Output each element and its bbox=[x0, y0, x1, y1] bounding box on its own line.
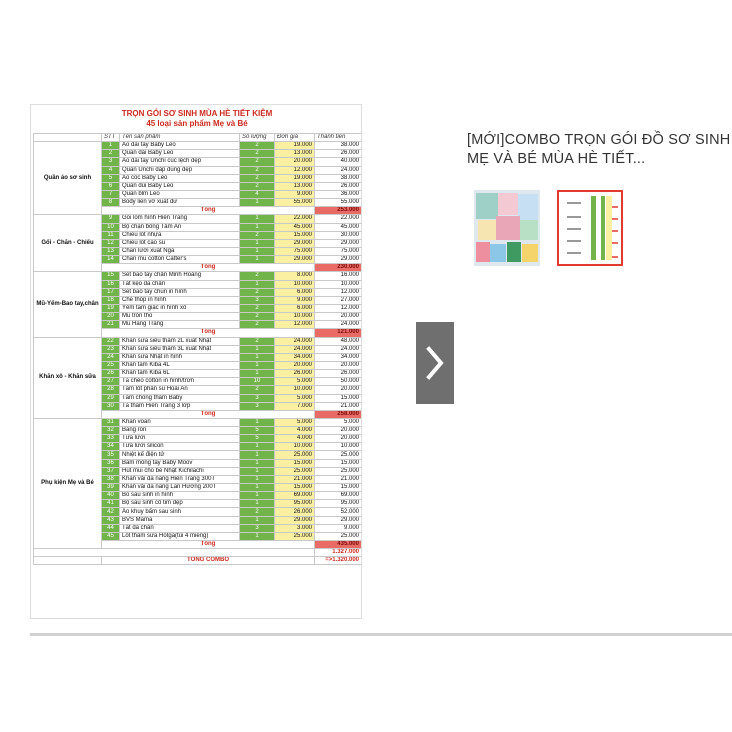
product-name-cell: Tã thấm Hiền Trang 3 lớp bbox=[120, 402, 240, 410]
quantity-cell: 1 bbox=[240, 443, 275, 451]
quantity-cell: 1 bbox=[240, 345, 275, 353]
stt-cell: 9 bbox=[102, 215, 120, 223]
table-row bbox=[34, 142, 362, 150]
quantity-cell: 3 bbox=[240, 296, 275, 304]
spreadsheet-image bbox=[30, 104, 362, 619]
page-divider bbox=[30, 633, 732, 636]
product-name-cell: Khăn vải đa năng Hiền Trang 300T bbox=[120, 475, 240, 483]
product-name-cell: Mũ Hằng Trang bbox=[120, 321, 240, 329]
product-name-cell: Tã chéo cotton in hình/trơn bbox=[120, 378, 240, 386]
line-total-cell: 38.000 bbox=[315, 142, 362, 150]
quantity-cell: 2 bbox=[240, 288, 275, 296]
unit-price-cell: 21.000 bbox=[275, 475, 315, 483]
quantity-cell: 1 bbox=[240, 353, 275, 361]
unit-price-cell: 13.000 bbox=[275, 150, 315, 158]
price-table bbox=[33, 133, 362, 565]
header-price: Đơn giá bbox=[275, 134, 315, 142]
line-total-cell: 20.000 bbox=[315, 386, 362, 394]
quantity-cell: 3 bbox=[240, 524, 275, 532]
line-total-cell: 15.000 bbox=[315, 484, 362, 492]
product-name-cell: Gối lõm hình Hiền Trang bbox=[120, 215, 240, 223]
product-name-cell: Khăn tắm Kiba 4L bbox=[120, 361, 240, 369]
product-name-cell: Set bao tay chun in hình bbox=[120, 288, 240, 296]
stt-cell: 28 bbox=[102, 386, 120, 394]
product-name-cell: Tấm chống thấm Baby bbox=[120, 394, 240, 402]
product-name-cell: Chăn mũ cotton Catter's bbox=[120, 256, 240, 264]
stt-cell: 6 bbox=[102, 182, 120, 190]
subtotal-value: 435.000 bbox=[315, 541, 362, 549]
subtotal-label: Tổng bbox=[102, 329, 315, 337]
table-row bbox=[34, 337, 362, 345]
line-total-cell: 29.000 bbox=[315, 239, 362, 247]
product-name-cell: Khăn voan bbox=[120, 418, 240, 426]
line-total-cell: 21.000 bbox=[315, 402, 362, 410]
stt-cell: 40 bbox=[102, 492, 120, 500]
quantity-cell: 1 bbox=[240, 215, 275, 223]
line-total-cell: 24.000 bbox=[315, 321, 362, 329]
product-name-cell: Khăn vải đa năng Lan Hương 200T bbox=[120, 484, 240, 492]
line-total-cell: 95.000 bbox=[315, 500, 362, 508]
product-name-cell: BVS Mama bbox=[120, 516, 240, 524]
category-cell: Khăn xô - Khăn sữa bbox=[34, 337, 102, 418]
stt-cell: 11 bbox=[102, 231, 120, 239]
unit-price-cell: 19.000 bbox=[275, 174, 315, 182]
stt-cell: 41 bbox=[102, 500, 120, 508]
unit-price-cell: 6.000 bbox=[275, 304, 315, 312]
quantity-cell: 1 bbox=[240, 459, 275, 467]
stt-cell: 35 bbox=[102, 451, 120, 459]
chevron-right-icon bbox=[425, 345, 445, 381]
quantity-cell: 1 bbox=[240, 484, 275, 492]
quantity-cell: 1 bbox=[240, 247, 275, 255]
product-name-cell: Set bao tay chân Minh Hoàng bbox=[120, 272, 240, 280]
stt-cell: 31 bbox=[102, 418, 120, 426]
unit-price-cell: 4.000 bbox=[275, 427, 315, 435]
product-name-cell: Tất đa chân bbox=[120, 524, 240, 532]
category-cell: Phụ kiện Mẹ và Bé bbox=[34, 418, 102, 548]
unit-price-cell: 7.000 bbox=[275, 402, 315, 410]
stt-cell: 27 bbox=[102, 378, 120, 386]
unit-price-cell: 15.000 bbox=[275, 231, 315, 239]
subtotal-value: 230.000 bbox=[315, 264, 362, 272]
stt-cell: 21 bbox=[102, 321, 120, 329]
table-row bbox=[34, 215, 362, 223]
table-row bbox=[34, 418, 362, 426]
unit-price-cell: 10.000 bbox=[275, 443, 315, 451]
stt-cell: 1 bbox=[102, 142, 120, 150]
product-name-cell: Quần dài Baby Leo bbox=[120, 150, 240, 158]
product-name-cell: Body liền vớ xuất dư bbox=[120, 199, 240, 207]
line-total-cell: 26.000 bbox=[315, 370, 362, 378]
product-name-cell: Khăn sữa siêu thấm 3L xuất Nhật bbox=[120, 345, 240, 353]
unit-price-cell: 10.000 bbox=[275, 280, 315, 288]
stt-cell: 43 bbox=[102, 516, 120, 524]
unit-price-cell: 75.000 bbox=[275, 247, 315, 255]
quantity-cell: 1 bbox=[240, 475, 275, 483]
quantity-cell: 1 bbox=[240, 532, 275, 540]
unit-price-cell: 25.000 bbox=[275, 451, 315, 459]
line-total-cell: 21.000 bbox=[315, 475, 362, 483]
product-name-cell: Khăn sữa Nhật in hình bbox=[120, 353, 240, 361]
unit-price-cell: 45.000 bbox=[275, 223, 315, 231]
quantity-cell: 2 bbox=[240, 321, 275, 329]
subtotal-value: 253.000 bbox=[315, 207, 362, 215]
stt-cell: 8 bbox=[102, 199, 120, 207]
stt-cell: 18 bbox=[102, 296, 120, 304]
line-total-cell: 75.000 bbox=[315, 247, 362, 255]
line-total-cell: 15.000 bbox=[315, 394, 362, 402]
quantity-cell: 5 bbox=[240, 427, 275, 435]
sheet-subtitle: 45 loại sản phẩm Mẹ và Bé bbox=[146, 119, 248, 128]
unit-price-cell: 19.000 bbox=[275, 142, 315, 150]
stt-cell: 16 bbox=[102, 280, 120, 288]
unit-price-cell: 8.000 bbox=[275, 272, 315, 280]
stt-cell: 3 bbox=[102, 158, 120, 166]
unit-price-cell: 10.000 bbox=[275, 313, 315, 321]
line-total-cell: 25.000 bbox=[315, 467, 362, 475]
quantity-cell: 1 bbox=[240, 516, 275, 524]
product-name-cell: Lót thấm sữa Hotga(túi 4 miếng) bbox=[120, 532, 240, 540]
quantity-cell: 3 bbox=[240, 402, 275, 410]
line-total-cell: 30.000 bbox=[315, 231, 362, 239]
line-total-cell: 29.000 bbox=[315, 256, 362, 264]
unit-price-cell: 29.000 bbox=[275, 256, 315, 264]
category-cell: Quần áo sơ sinh bbox=[34, 142, 102, 215]
unit-price-cell: 34.000 bbox=[275, 353, 315, 361]
product-name-cell: Khăn sữa siêu thấm 2L xuất Nhật bbox=[120, 337, 240, 345]
unit-price-cell: 12.000 bbox=[275, 166, 315, 174]
line-total-cell: 10.000 bbox=[315, 443, 362, 451]
subtotal-label: Tổng bbox=[102, 264, 315, 272]
stt-cell: 29 bbox=[102, 394, 120, 402]
table-row bbox=[34, 272, 362, 280]
unit-price-cell: 29.000 bbox=[275, 516, 315, 524]
unit-price-cell: 24.000 bbox=[275, 337, 315, 345]
quantity-cell: 1 bbox=[240, 418, 275, 426]
quantity-cell: 2 bbox=[240, 174, 275, 182]
stt-cell: 13 bbox=[102, 247, 120, 255]
unit-price-cell: 4.000 bbox=[275, 435, 315, 443]
thumbnail-photo[interactable] bbox=[474, 190, 540, 266]
unit-price-cell: 5.000 bbox=[275, 378, 315, 386]
unit-price-cell: 13.000 bbox=[275, 182, 315, 190]
grand-total-discounted: =>1.320.000 bbox=[315, 557, 362, 565]
stt-cell: 36 bbox=[102, 459, 120, 467]
quantity-cell: 1 bbox=[240, 370, 275, 378]
unit-price-cell: 20.000 bbox=[275, 158, 315, 166]
header-total: Thành tiền bbox=[315, 134, 362, 142]
stt-cell: 17 bbox=[102, 288, 120, 296]
stt-cell: 20 bbox=[102, 313, 120, 321]
product-name-cell: Bỏ sau sinh in hình bbox=[120, 492, 240, 500]
quantity-cell: 1 bbox=[240, 223, 275, 231]
unit-price-cell: 26.000 bbox=[275, 370, 315, 378]
unit-price-cell: 69.000 bbox=[275, 492, 315, 500]
unit-price-cell: 24.000 bbox=[275, 345, 315, 353]
unit-price-cell: 95.000 bbox=[275, 500, 315, 508]
product-name-cell: Quần Unchi đáp đũng đẹp bbox=[120, 166, 240, 174]
stt-cell: 23 bbox=[102, 345, 120, 353]
line-total-cell: 24.000 bbox=[315, 345, 362, 353]
line-total-cell: 10.000 bbox=[315, 280, 362, 288]
line-total-cell: 50.000 bbox=[315, 378, 362, 386]
stt-cell: 15 bbox=[102, 272, 120, 280]
quantity-cell: 2 bbox=[240, 142, 275, 150]
line-total-cell: 55.000 bbox=[315, 199, 362, 207]
line-total-cell: 12.000 bbox=[315, 304, 362, 312]
grand-total-row-1 bbox=[34, 549, 362, 557]
quantity-cell: 1 bbox=[240, 500, 275, 508]
stt-cell: 38 bbox=[102, 475, 120, 483]
product-name-cell: Bộ chặn bông Tâm An bbox=[120, 223, 240, 231]
line-total-cell: 36.000 bbox=[315, 190, 362, 198]
subtotal-value: 258.000 bbox=[315, 410, 362, 418]
header-qty: Số lượng bbox=[240, 134, 275, 142]
unit-price-cell: 9.000 bbox=[275, 296, 315, 304]
line-total-cell: 26.000 bbox=[315, 182, 362, 190]
line-total-cell: 25.000 bbox=[315, 532, 362, 540]
stt-cell: 25 bbox=[102, 361, 120, 369]
grand-blank-cell-2 bbox=[34, 557, 102, 565]
product-name-cell: Áo cốc Baby Leo bbox=[120, 174, 240, 182]
line-total-cell: 22.000 bbox=[315, 215, 362, 223]
quantity-cell: 5 bbox=[240, 435, 275, 443]
quantity-cell: 4 bbox=[240, 190, 275, 198]
unit-price-cell: 3.000 bbox=[275, 524, 315, 532]
quantity-cell: 2 bbox=[240, 508, 275, 516]
line-total-cell: 12.000 bbox=[315, 288, 362, 296]
unit-price-cell: 9.000 bbox=[275, 190, 315, 198]
line-total-cell: 20.000 bbox=[315, 313, 362, 321]
stt-cell: 10 bbox=[102, 223, 120, 231]
product-name-cell: Áo dài tay Unchi cúc lệch đẹp bbox=[120, 158, 240, 166]
quantity-cell: 1 bbox=[240, 361, 275, 369]
grand-total-value: 1.327.000 bbox=[315, 549, 362, 557]
line-total-cell: 20.000 bbox=[315, 435, 362, 443]
unit-price-cell: 15.000 bbox=[275, 459, 315, 467]
quantity-cell: 2 bbox=[240, 313, 275, 321]
header-stt: STT bbox=[102, 134, 120, 142]
unit-price-cell: 5.000 bbox=[275, 394, 315, 402]
quantity-cell: 2 bbox=[240, 166, 275, 174]
line-total-cell: 24.000 bbox=[315, 166, 362, 174]
line-total-cell: 69.000 bbox=[315, 492, 362, 500]
unit-price-cell: 29.000 bbox=[275, 239, 315, 247]
quantity-cell: 2 bbox=[240, 150, 275, 158]
quantity-cell: 2 bbox=[240, 386, 275, 394]
line-total-cell: 52.000 bbox=[315, 508, 362, 516]
line-total-cell: 45.000 bbox=[315, 223, 362, 231]
product-name-cell: Tưa lưỡi bbox=[120, 435, 240, 443]
product-name-cell: Chăn lưới xuất Nga bbox=[120, 247, 240, 255]
stt-cell: 5 bbox=[102, 174, 120, 182]
grand-total-row-2 bbox=[34, 557, 362, 565]
product-name-cell: Yếm tam giác in hình xô bbox=[120, 304, 240, 312]
product-name-cell: Áo khuy bấm sau sinh bbox=[120, 508, 240, 516]
baby-clothes-photo-thumbnail bbox=[474, 190, 540, 266]
line-total-cell: 20.000 bbox=[315, 427, 362, 435]
quantity-cell: 1 bbox=[240, 451, 275, 459]
subtotal-label: Tổng bbox=[102, 207, 315, 215]
product-name-cell: Bấm móng tay Baby Moov bbox=[120, 459, 240, 467]
stt-cell: 42 bbox=[102, 508, 120, 516]
quantity-cell: 2 bbox=[240, 158, 275, 166]
product-name-cell: Băng rốn bbox=[120, 427, 240, 435]
quantity-cell: 3 bbox=[240, 394, 275, 402]
line-total-cell: 29.000 bbox=[315, 516, 362, 524]
stt-cell: 32 bbox=[102, 427, 120, 435]
line-total-cell: 20.000 bbox=[315, 361, 362, 369]
product-name-cell: Chiếu lót cao su bbox=[120, 239, 240, 247]
product-name-cell: Tưa lưỡi silicon bbox=[120, 443, 240, 451]
line-total-cell: 16.000 bbox=[315, 272, 362, 280]
quantity-cell: 2 bbox=[240, 182, 275, 190]
line-total-cell: 40.000 bbox=[315, 158, 362, 166]
thumbnail-spreadsheet[interactable] bbox=[557, 190, 623, 266]
category-cell: Gối - Chăn - Chiếu bbox=[34, 215, 102, 272]
line-total-cell: 48.000 bbox=[315, 337, 362, 345]
stt-cell: 22 bbox=[102, 337, 120, 345]
quantity-cell: 1 bbox=[240, 199, 275, 207]
unit-price-cell: 55.000 bbox=[275, 199, 315, 207]
subtotal-value: 121.000 bbox=[315, 329, 362, 337]
category-cell: Mũ-Yếm-Bao tay,chân bbox=[34, 272, 102, 337]
grand-total-label: TỔNG COMBO bbox=[102, 557, 315, 565]
unit-price-cell: 15.000 bbox=[275, 484, 315, 492]
stt-cell: 24 bbox=[102, 353, 120, 361]
subtotal-label: Tổng bbox=[102, 541, 315, 549]
unit-price-cell: 5.000 bbox=[275, 418, 315, 426]
product-name-cell: Chiếu lót nhựa bbox=[120, 231, 240, 239]
unit-price-cell: 22.000 bbox=[275, 215, 315, 223]
stt-cell: 37 bbox=[102, 467, 120, 475]
stt-cell: 30 bbox=[102, 402, 120, 410]
product-name-cell: Nhiệt kế điện tử bbox=[120, 451, 240, 459]
product-name-cell: Tất kẹo đa chân bbox=[120, 280, 240, 288]
quantity-cell: 1 bbox=[240, 280, 275, 288]
quantity-cell: 10 bbox=[240, 378, 275, 386]
stt-cell: 7 bbox=[102, 190, 120, 198]
stt-cell: 19 bbox=[102, 304, 120, 312]
stt-cell: 26 bbox=[102, 370, 120, 378]
stt-cell: 14 bbox=[102, 256, 120, 264]
line-total-cell: 26.000 bbox=[315, 150, 362, 158]
stt-cell: 12 bbox=[102, 239, 120, 247]
unit-price-cell: 6.000 bbox=[275, 288, 315, 296]
line-total-cell: 15.000 bbox=[315, 459, 362, 467]
stt-cell: 2 bbox=[102, 150, 120, 158]
sheet-title: TRỌN GÓI SƠ SINH MÙA HÈ TIẾT KIỆM bbox=[121, 109, 273, 118]
unit-price-cell: 26.000 bbox=[275, 508, 315, 516]
line-total-cell: 5.000 bbox=[315, 418, 362, 426]
line-total-cell: 38.000 bbox=[315, 174, 362, 182]
product-name-cell: Khăn tắm Kiba 6L bbox=[120, 370, 240, 378]
unit-price-cell: 25.000 bbox=[275, 467, 315, 475]
next-image-button[interactable] bbox=[416, 322, 454, 404]
unit-price-cell: 20.000 bbox=[275, 361, 315, 369]
line-total-cell: 25.000 bbox=[315, 451, 362, 459]
product-name-cell: Áo dài tay Baby Leo bbox=[120, 142, 240, 150]
unit-price-cell: 10.000 bbox=[275, 386, 315, 394]
quantity-cell: 1 bbox=[240, 467, 275, 475]
quantity-cell: 2 bbox=[240, 337, 275, 345]
line-total-cell: 9.000 bbox=[315, 524, 362, 532]
stt-cell: 45 bbox=[102, 532, 120, 540]
stt-cell: 34 bbox=[102, 443, 120, 451]
product-name-cell: Che thóp in hình bbox=[120, 296, 240, 304]
product-name-cell: Hút mũi cho bé Nhật Kichilachi bbox=[120, 467, 240, 475]
unit-price-cell: 12.000 bbox=[275, 321, 315, 329]
quantity-cell: 2 bbox=[240, 272, 275, 280]
product-name-cell: Tấm lót phân su Hoài An bbox=[120, 386, 240, 394]
header-name: Tên sản phẩm bbox=[120, 134, 240, 142]
product-title[interactable]: [MỚI]COMBO TRỌN GÓI ĐỒ SƠ SINH MẸ VÀ BÉ MÙA HÈ TIẾT... bbox=[467, 132, 731, 167]
product-name-cell: Bộ sau sinh cổ tim đẹp bbox=[120, 500, 240, 508]
quantity-cell: 1 bbox=[240, 239, 275, 247]
unit-price-cell: 25.000 bbox=[275, 532, 315, 540]
quantity-cell: 1 bbox=[240, 256, 275, 264]
product-name-cell: Mũ tròn thỏ bbox=[120, 313, 240, 321]
line-total-cell: 34.000 bbox=[315, 353, 362, 361]
line-total-cell: 27.000 bbox=[315, 296, 362, 304]
table-header-row bbox=[34, 134, 362, 142]
product-name-cell: Quần bỉm Leo bbox=[120, 190, 240, 198]
stt-cell: 33 bbox=[102, 435, 120, 443]
quantity-cell: 2 bbox=[240, 304, 275, 312]
product-name-cell: Quần đùi Baby Leo bbox=[120, 182, 240, 190]
header-blank-cell bbox=[34, 134, 102, 142]
subtotal-label: Tổng bbox=[102, 410, 315, 418]
quantity-cell: 2 bbox=[240, 231, 275, 239]
grand-blank-cell bbox=[34, 549, 315, 557]
stt-cell: 39 bbox=[102, 484, 120, 492]
stt-cell: 4 bbox=[102, 166, 120, 174]
stt-cell: 44 bbox=[102, 524, 120, 532]
spreadsheet-thumbnail bbox=[559, 192, 621, 264]
quantity-cell: 1 bbox=[240, 492, 275, 500]
